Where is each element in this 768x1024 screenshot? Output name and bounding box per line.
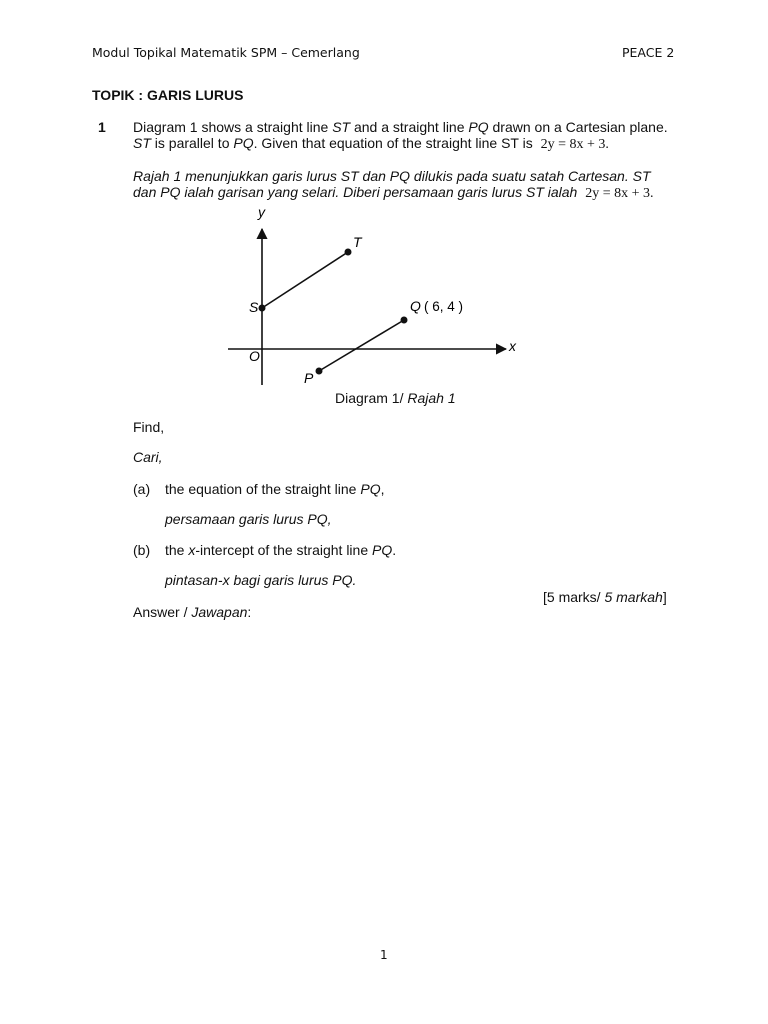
- label-y: y: [258, 204, 265, 220]
- question-en-line1: Diagram 1 shows a straight line ST and a straight line PQ drawn on a Cartesian plane.: [133, 119, 668, 135]
- point-p: [316, 368, 323, 375]
- marks: [5 marks/ 5 markah]: [543, 589, 667, 605]
- equation-ms: 2y = 8x + 3.: [585, 186, 654, 201]
- answer-label: Answer / Jawapan:: [133, 604, 252, 620]
- label-q-coords: ( 6, 4 ): [424, 299, 464, 314]
- part-a-label: (a): [133, 481, 151, 497]
- point-q: [401, 317, 408, 324]
- part-b-label: (b): [133, 542, 151, 558]
- part-b-en: the x-intercept of the straight line PQ.: [165, 542, 397, 558]
- topic-title: TOPIK : GARIS LURUS: [92, 87, 244, 103]
- label-p: P: [304, 370, 314, 386]
- line-pq: [319, 320, 404, 371]
- point-t: [345, 249, 352, 256]
- page-number: 1: [380, 948, 388, 962]
- label-x: x: [509, 338, 516, 354]
- diagram-caption: Diagram 1/ Rajah 1: [335, 390, 456, 406]
- part-b-ms: pintasan-x bagi garis lurus PQ.: [165, 572, 357, 588]
- label-q: Q: [410, 298, 421, 314]
- find-ms: Cari,: [133, 449, 163, 465]
- question-en-line2: ST is parallel to PQ. Given that equation of the straight line ST is 2y = 8x + 3.: [133, 135, 609, 152]
- find-en: Find,: [133, 419, 165, 435]
- header-right: PEACE 2: [622, 45, 675, 60]
- point-s: [259, 305, 266, 312]
- part-a-ms: persamaan garis lurus PQ,: [165, 511, 332, 527]
- question-number: 1: [98, 119, 106, 135]
- label-t: T: [353, 234, 362, 250]
- label-o: O: [249, 348, 260, 364]
- header-left: Modul Topikal Matematik SPM – Cemerlang: [92, 45, 360, 60]
- question-ms-line2: dan PQ ialah garisan yang selari. Diberi persamaan garis lurus ST ialah 2y = 8x + 3.: [133, 184, 654, 201]
- equation-en: 2y = 8x + 3.: [540, 137, 609, 152]
- line-st: [262, 252, 348, 308]
- question-ms-line1: Rajah 1 menunjukkan garis lurus ST dan PQ dilukis pada suatu satah Cartesan. ST: [133, 168, 651, 184]
- part-a-en: the equation of the straight line PQ,: [165, 481, 385, 497]
- label-s: S: [249, 299, 259, 315]
